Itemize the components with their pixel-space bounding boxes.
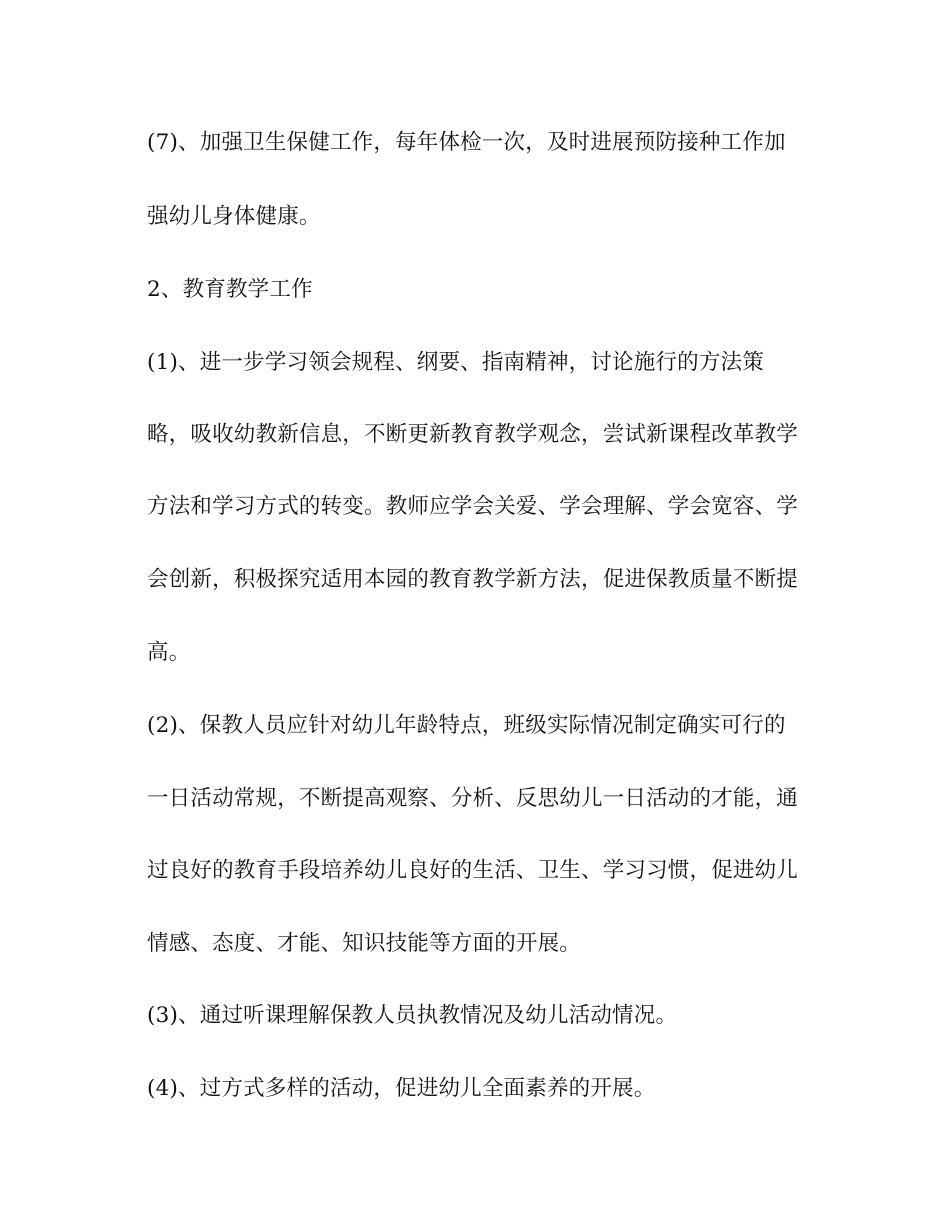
text-line-item-1-cont-4: 高。 (147, 640, 191, 665)
text-line-item-1-cont-2: 方法和学习方式的转变。教师应学会关爱、学会理解、学会宽容、学 (147, 494, 799, 519)
section-heading-teaching: 2、教育教学工作 (147, 277, 313, 302)
text-line-item-4: (4)、过方式多样的活动，促进幼儿全面素养的开展。 (147, 1076, 656, 1101)
text-line-item-7: (7)、加强卫生保健工作，每年体检一次，及时进展预防接种工作加 (147, 130, 786, 155)
text-line-item-1-cont-3: 会创新，积极探究适用本园的教育教学新方法，促进保教质量不断提 (147, 567, 799, 592)
text-line-item-2-cont-1: 一日活动常规，不断提高观察、分析、反思幼儿一日活动的才能，通 (147, 786, 799, 811)
text-line-item-2-cont-2: 过良好的教育手段培养幼儿良好的生活、卫生、学习习惯，促进幼儿 (147, 858, 799, 883)
text-line-item-3: (3)、通过听课理解保教人员执教情况及幼儿活动情况。 (147, 1003, 678, 1028)
text-line-item-1-cont-1: 略，吸收幼教新信息，不断更新教育教学观念，尝试新课程改革教学 (147, 422, 799, 447)
text-line-item-2: (2)、保教人员应针对幼儿年龄特点，班级实际情况制定确实可行的 (147, 713, 786, 738)
text-line-item-2-cont-3: 情感、态度、才能、知识技能等方面的开展。 (147, 931, 582, 956)
text-line-item-1: (1)、进一步学习领会规程、纲要、指南精神，讨论施行的方法策 (147, 350, 764, 375)
text-line-item-7-cont: 强幼儿身体健康。 (147, 204, 321, 229)
